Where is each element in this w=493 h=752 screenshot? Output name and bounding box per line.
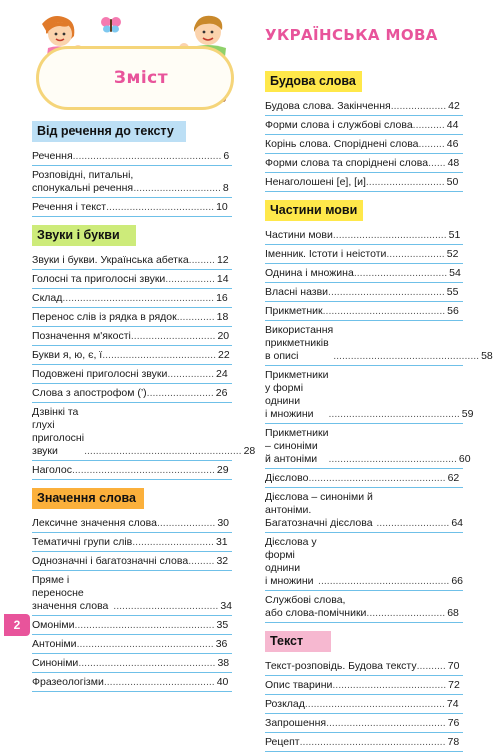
leader-dots: ............................: [132, 536, 214, 548]
toc-entry-page: 38: [217, 657, 230, 669]
toc-entry[interactable]: [265, 116, 463, 135]
toc-entry-page: 50: [446, 176, 459, 188]
leader-dots: ...........: [412, 119, 445, 131]
toc-entry-page: 29: [216, 464, 229, 476]
toc-entry[interactable]: [32, 571, 232, 616]
leader-dots: ...............................................: [78, 657, 216, 669]
leader-dots: .................: [165, 273, 215, 285]
toc-entry-page: 76: [447, 717, 460, 729]
toc-entry[interactable]: [265, 321, 493, 366]
toc-entry-label: Однозначні і багатозначні слова: [32, 555, 189, 567]
leader-dots: ................................................: [74, 619, 215, 631]
leader-dots: ................................................: [304, 698, 445, 710]
leader-dots: ..................................................: [333, 350, 480, 362]
leader-dots: ....................: [156, 517, 216, 529]
section-header: Звуки і букви: [32, 225, 136, 246]
toc-entry[interactable]: [265, 591, 463, 623]
toc-entry-page: 12: [216, 254, 229, 266]
toc-entry-page: 51: [448, 229, 461, 241]
toc-entry-label: Ненаголошені [е], [и]: [265, 176, 366, 188]
toc-entry-label: Букви я, ю, є, ї: [32, 349, 103, 361]
toc-entry-page: 54: [449, 267, 461, 279]
toc-entry[interactable]: [32, 251, 232, 270]
toc-entry-page: 42: [448, 100, 460, 112]
leader-dots: ........................................: [328, 286, 445, 298]
toc-entry-label: Прикметники у формі однини і множини: [265, 369, 329, 420]
toc-entry[interactable]: [265, 283, 463, 302]
toc-entry-page: 46: [446, 138, 459, 150]
toc-entry-page: 35: [216, 619, 229, 631]
leader-dots: .........................: [376, 517, 450, 529]
toc-entry[interactable]: [265, 657, 463, 676]
toc-entry-label: Дієслово: [265, 472, 309, 484]
section-header: Будова слова: [265, 71, 362, 92]
leader-dots: ..................................................: [299, 736, 446, 748]
leader-dots: .....................................: [106, 201, 215, 213]
toc-entry-page: 18: [216, 311, 229, 323]
toc-entry-label: Запрошення: [265, 717, 327, 729]
toc-entry-page: 34: [220, 600, 232, 612]
toc-entry-page: 28: [243, 445, 256, 457]
toc-entry-label: Текст-розповідь. Будова тексту: [265, 660, 417, 672]
toc-entry[interactable]: [32, 533, 232, 552]
toc-entry-label: Розповідні, питальні, спонукальні речення: [32, 169, 134, 194]
toc-entry-page: 52: [446, 248, 459, 260]
toc-entry-label: Дієслова – синоніми й антоніми. Багатозначні дієслова: [265, 491, 373, 529]
toc-entry-label: Склад: [32, 292, 63, 304]
toc-entry-page: 72: [448, 679, 460, 691]
toc-entry-page: 59: [461, 408, 474, 420]
toc-entry[interactable]: [265, 676, 463, 695]
toc-entry-label: Корінь слова. Споріднені слова: [265, 138, 419, 150]
toc-entry-label: Форми слова та споріднені слова: [265, 157, 429, 169]
toc-entry-label: Рецепт: [265, 736, 300, 748]
leader-dots: ......................................................: [84, 445, 242, 457]
page-number: 2: [4, 614, 30, 636]
leader-dots: ..........: [416, 660, 446, 672]
toc-entry-page: 78: [447, 736, 460, 748]
toc-entry-label: Дієслова у формі однини і множини: [265, 536, 317, 587]
leader-dots: ......: [428, 157, 446, 169]
toc-entry[interactable]: [32, 552, 232, 571]
leader-dots: .........: [418, 138, 445, 150]
section-header: Частини мови: [265, 200, 363, 221]
leader-dots: .........................................: [326, 717, 446, 729]
leader-dots: .......................: [146, 387, 214, 399]
toc-entry[interactable]: [265, 264, 463, 283]
toc-entry-page: 32: [216, 555, 229, 567]
toc-entry-label: Розклад: [265, 698, 305, 710]
toc-entry[interactable]: [265, 245, 463, 264]
toc-entry-page: 74: [446, 698, 459, 710]
toc-entry-page: 48: [447, 157, 460, 169]
toc-entry[interactable]: [265, 154, 463, 173]
toc-entry[interactable]: [32, 403, 256, 461]
toc-entry[interactable]: [265, 366, 474, 424]
toc-entry[interactable]: [32, 654, 232, 673]
contents-title-frame: [36, 46, 234, 110]
toc-entry-page: 68: [447, 607, 459, 619]
toc-entry-page: 31: [215, 536, 228, 548]
toc-entry[interactable]: [265, 424, 471, 469]
toc-entry-label: Будова слова. Закінчення: [265, 100, 391, 112]
toc-entry-label: Опис тварини: [265, 679, 333, 691]
leader-dots: ..............................: [133, 182, 221, 194]
toc-entry-page: 66: [451, 575, 463, 587]
leader-dots: ...................: [390, 100, 447, 112]
toc-entry[interactable]: [32, 166, 232, 198]
toc-entry-label: Дзвінкі та глухі приголосні звуки: [32, 406, 85, 457]
toc-entry-page: 62: [447, 472, 460, 484]
toc-entry-page: 40: [216, 676, 229, 688]
toc-entry-label: Фразеологізми: [32, 676, 104, 688]
leader-dots: .......................................: [332, 679, 447, 691]
leader-dots: ....................................................: [62, 292, 215, 304]
leader-dots: ................................: [353, 267, 448, 279]
toc-entry[interactable]: [265, 733, 463, 752]
toc-entry[interactable]: [32, 308, 232, 327]
toc-entry-label: Частини мови: [265, 229, 333, 241]
toc-entry[interactable]: [32, 673, 232, 692]
butterfly-icon: [100, 16, 122, 34]
leader-dots: .............................................: [318, 575, 450, 587]
leader-dots: ..........................................: [322, 305, 446, 317]
contents-title: Зміст: [113, 68, 169, 88]
toc-entry-page: 60: [458, 453, 471, 465]
toc-entry-label: Прикметник: [265, 305, 323, 317]
toc-entry-label: Використання прикметників в описі: [265, 324, 334, 362]
toc-entry-label: Синоніми: [32, 657, 79, 669]
toc-entry[interactable]: [32, 346, 232, 365]
contents-title-area: [30, 10, 250, 110]
toc-entry-label: Голосні та приголосні звуки: [32, 273, 166, 285]
toc-entry-page: 16: [216, 292, 228, 304]
toc-entry[interactable]: [265, 173, 463, 192]
section-header: Текст: [265, 631, 331, 652]
toc-entry[interactable]: [265, 135, 463, 154]
toc-entry-label: Службові слова, або слова-помічники: [265, 594, 367, 619]
leader-dots: .........: [188, 254, 215, 266]
toc-entry-label: Наголос: [32, 464, 72, 476]
toc-entry[interactable]: [32, 635, 232, 654]
toc-entry-label: Омоніми: [32, 619, 75, 631]
toc-entry-page: 10: [216, 201, 228, 213]
toc-entry[interactable]: [32, 147, 232, 166]
toc-entry[interactable]: [265, 302, 463, 321]
toc-entry[interactable]: [32, 327, 232, 346]
toc-entry[interactable]: [32, 514, 232, 533]
toc-entry-page: 64: [451, 517, 463, 529]
toc-entry-label: Речення: [32, 150, 73, 162]
toc-right-column: [265, 63, 493, 752]
toc-entry[interactable]: [32, 270, 232, 289]
toc-entry-label: Речення і текст: [32, 201, 107, 213]
toc-entry-page: 8: [222, 182, 229, 194]
toc-entry-label: Форми слова і службові слова: [265, 119, 413, 131]
toc-entry[interactable]: [32, 384, 232, 403]
leader-dots: ...........................: [366, 607, 446, 619]
toc-entry-page: 6: [223, 150, 230, 162]
toc-entry-label: Однина і множина: [265, 267, 354, 279]
toc-entry[interactable]: [32, 461, 232, 480]
leader-dots: ......................................: [103, 676, 215, 688]
toc-entry-label: Подовжені приголосні звуки: [32, 368, 168, 380]
toc-entry-page: 56: [447, 305, 459, 317]
leader-dots: ............................................: [328, 453, 457, 465]
toc-entry-label: Тематичні групи слів: [32, 536, 133, 548]
toc-entry-page: 58: [481, 350, 493, 362]
leader-dots: .............................: [130, 330, 216, 342]
leader-dots: .......................................: [332, 229, 447, 241]
section-header: Від речення до тексту: [32, 121, 186, 142]
toc-entry[interactable]: [32, 198, 232, 217]
section-header: Значення слова: [32, 488, 144, 509]
toc-entry-label: Лексичне значення слова: [32, 517, 157, 529]
toc-entry[interactable]: [265, 469, 463, 488]
toc-entry[interactable]: [265, 97, 463, 116]
leader-dots: .......................................: [102, 349, 216, 361]
toc-entry-page: 44: [446, 119, 459, 131]
toc-entry-label: Пряме і переносне значення слова: [32, 574, 109, 612]
toc-left-column: [32, 113, 256, 692]
leader-dots: .............................................: [328, 408, 460, 420]
leader-dots: .............: [176, 311, 215, 323]
leader-dots: ....................................: [113, 600, 219, 612]
subject-title: УКРАЇНСЬКА МОВА: [265, 26, 438, 44]
toc-entry-label: Власні назви: [265, 286, 329, 298]
toc-entry-label: Слова з апострофом (’): [32, 387, 147, 399]
leader-dots: ...................................................: [72, 150, 222, 162]
toc-entry-page: 20: [217, 330, 230, 342]
toc-entry[interactable]: [32, 365, 232, 384]
toc-entry[interactable]: [32, 616, 232, 635]
toc-entry-label: Іменник. Істоти і неістоти: [265, 248, 387, 260]
toc-entry-page: 22: [218, 349, 230, 361]
toc-entry[interactable]: [265, 226, 463, 245]
toc-entry-label: Перенос слів із рядка в рядок: [32, 311, 177, 323]
toc-entry-page: 24: [216, 368, 228, 380]
leader-dots: ....................: [386, 248, 445, 260]
toc-entry-page: 55: [446, 286, 459, 298]
leader-dots: ...............................................: [76, 638, 214, 650]
toc-entry[interactable]: [265, 488, 463, 533]
toc-entry[interactable]: [265, 695, 463, 714]
toc-entry-label: Позначення м'якості: [32, 330, 131, 342]
toc-entry[interactable]: [265, 533, 463, 591]
toc-entry-label: Прикметники – синоніми й антоніми: [265, 427, 329, 465]
leader-dots: ................: [167, 368, 215, 380]
toc-entry-label: Звуки і букви. Українська абетка: [32, 254, 189, 266]
toc-entry-label: Антоніми: [32, 638, 77, 650]
leader-dots: ...........................: [365, 176, 445, 188]
toc-entry-page: 14: [216, 273, 229, 285]
toc-entry[interactable]: [32, 289, 232, 308]
toc-entry[interactable]: [265, 714, 463, 733]
leader-dots: ...............................................: [308, 472, 446, 484]
toc-entry-page: 70: [447, 660, 460, 672]
leader-dots: .................................................: [71, 464, 215, 476]
leader-dots: .........: [188, 555, 215, 567]
toc-entry-page: 26: [215, 387, 228, 399]
toc-entry-page: 30: [217, 517, 229, 529]
toc-entry-page: 36: [215, 638, 228, 650]
